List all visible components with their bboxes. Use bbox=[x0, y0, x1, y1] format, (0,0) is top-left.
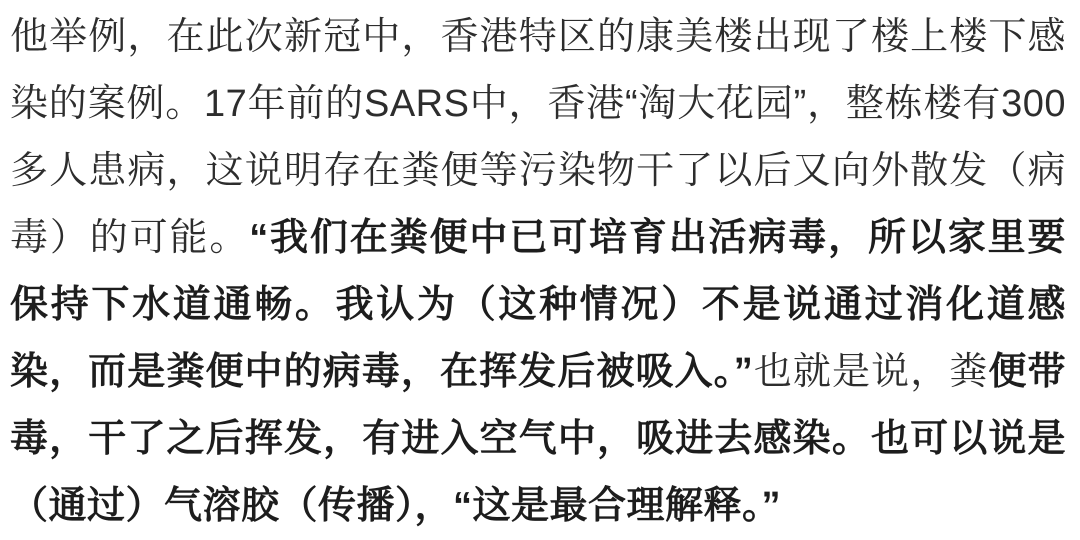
article-paragraph bbox=[10, 4, 1066, 540]
paragraph-segment-quote-one: “我们在粪便中已可培育出活病毒，所以家里要保持下水道通畅。我认为（这种情况）不是说通过消化道感染，而是粪便中的病毒，在挥发后被吸入。” bbox=[10, 217, 1066, 393]
paragraph-segment-intro: 他举例，在此次新冠中，香港特区的康美楼出现了楼上楼下感染的案例。17年前的SARS中，香港“淘大花园”，整栋楼有300多人患病，这说明存在粪便等污染物干了以后又向外散发（病毒）的可能。 bbox=[10, 16, 1066, 259]
paragraph-segment-quote-two: 便带毒，干了之后挥发，有进入空气中，吸进去感染。也可以说是（通过）气溶胶（传播），“这是最合理解释。” bbox=[10, 351, 1066, 527]
paragraph-segment-transition: 也就是说，粪 bbox=[753, 351, 989, 393]
